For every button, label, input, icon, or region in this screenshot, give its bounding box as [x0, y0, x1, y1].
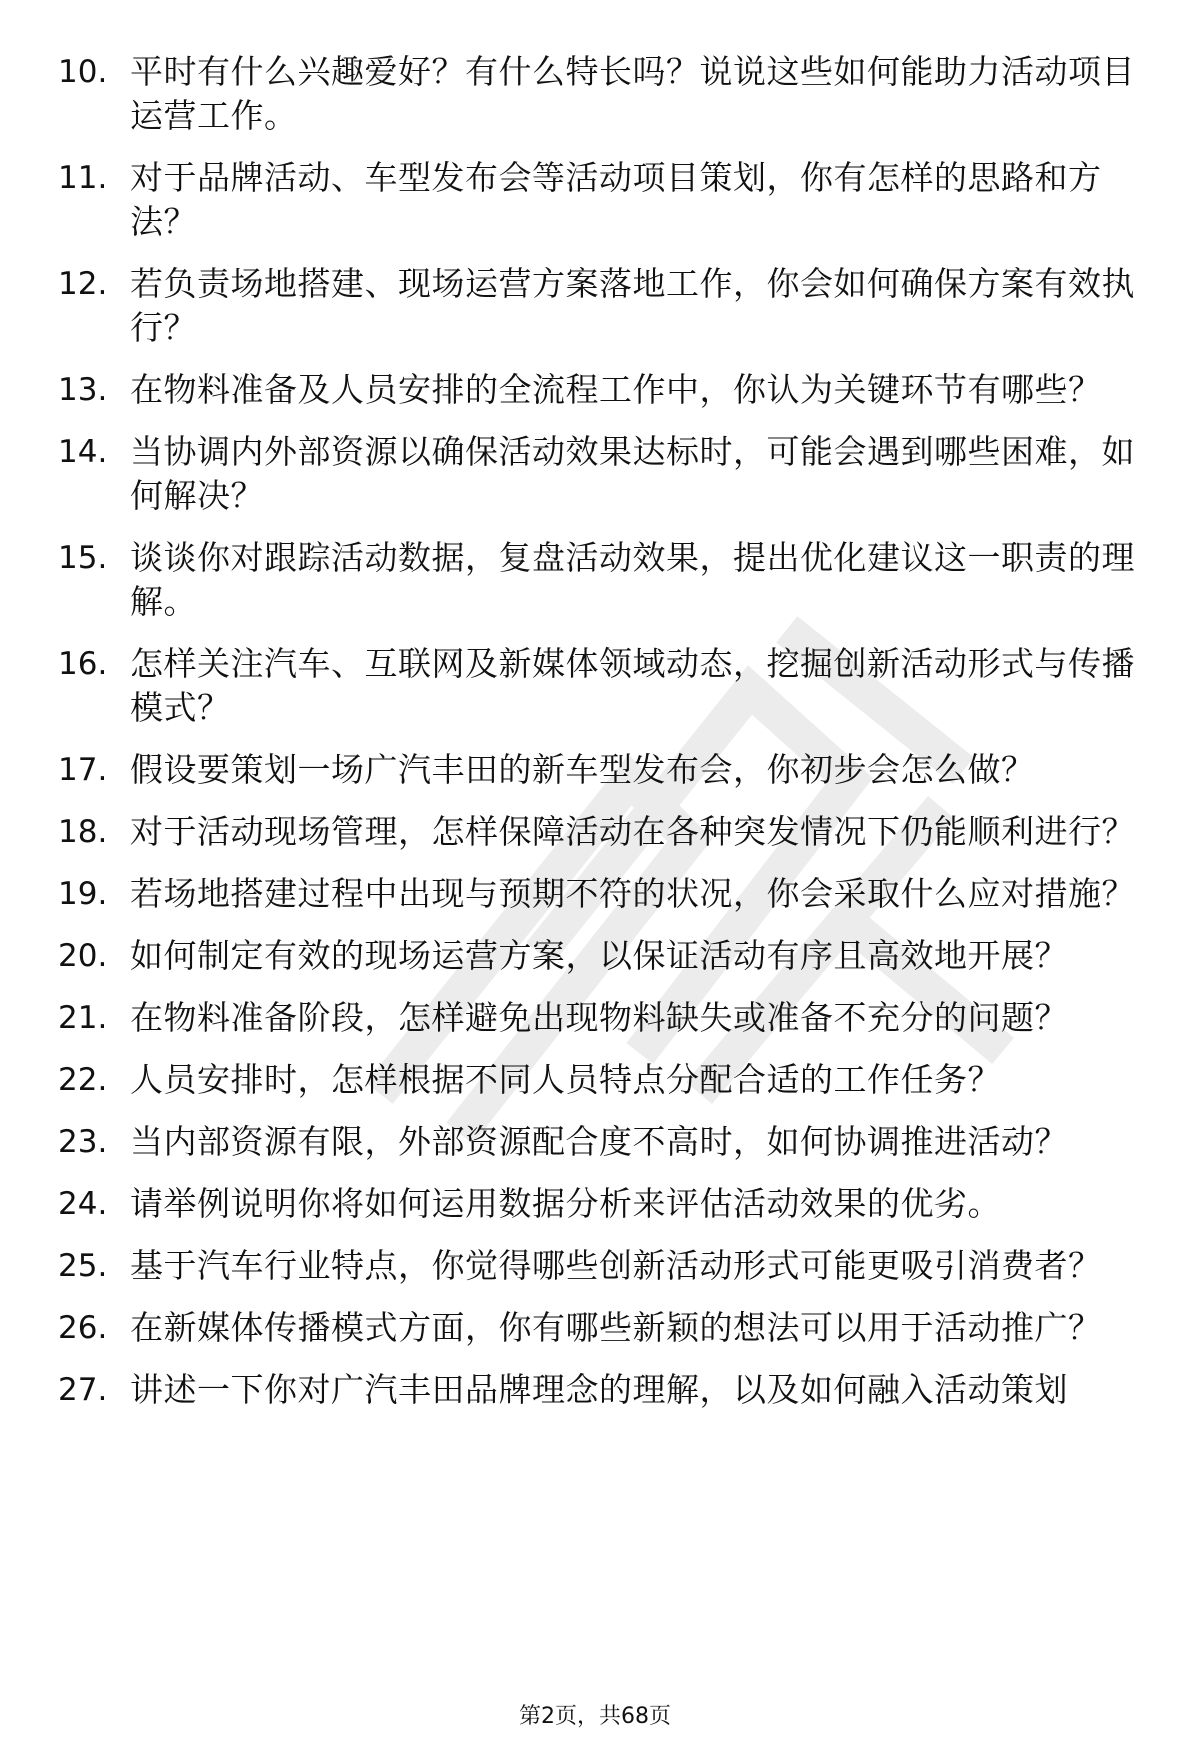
- question-text: 对于活动现场管理，怎样保障活动在各种突发情况下仍能顺利进行？: [130, 812, 1135, 851]
- question-text: 在物料准备及人员安排的全流程工作中，你认为关键环节有哪些？: [130, 370, 1102, 409]
- question-item: [58, 996, 1148, 1040]
- question-text: 假设要策划一场广汽丰田的新车型发布会，你初步会怎么做？: [130, 750, 1035, 789]
- page-footer: 第2页，共68页: [519, 1704, 671, 1729]
- question-item: [58, 536, 1148, 624]
- question-text: 讲述一下你对广汽丰田品牌理念的理解，以及如何融入活动策划: [130, 1370, 1068, 1409]
- question-list: [58, 50, 1148, 1430]
- question-item: [58, 1058, 1148, 1102]
- question-text: 怎样关注汽车、互联网及新媒体领域动态，挖掘创新活动形式与传播模式？: [130, 644, 1135, 727]
- question-item: [58, 368, 1148, 412]
- question-text: 请举例说明你将如何运用数据分析来评估活动效果的优劣。: [130, 1184, 1001, 1223]
- question-item: [58, 1244, 1148, 1288]
- question-text: 平时有什么兴趣爱好？有什么特长吗？说说这些如何能助力活动项目运营工作。: [130, 52, 1135, 135]
- question-text: 在物料准备阶段，怎样避免出现物料缺失或准备不充分的问题？: [130, 998, 1068, 1037]
- question-item: [58, 50, 1148, 138]
- question-item: [58, 262, 1148, 350]
- question-item: [58, 810, 1148, 854]
- question-text: 基于汽车行业特点，你觉得哪些创新活动形式可能更吸引消费者？: [130, 1246, 1102, 1285]
- question-text: 在新媒体传播模式方面，你有哪些新颖的想法可以用于活动推广？: [130, 1308, 1102, 1347]
- question-item: [58, 1120, 1148, 1164]
- question-item: [58, 1368, 1148, 1412]
- question-number: 16.: [58, 646, 108, 682]
- question-item: [58, 156, 1148, 244]
- question-item: [58, 1182, 1148, 1226]
- question-text: 人员安排时，怎样根据不同人员特点分配合适的工作任务？: [130, 1060, 1001, 1099]
- question-number: 15.: [58, 540, 108, 576]
- question-number: 20.: [58, 938, 108, 974]
- question-number: 12.: [58, 266, 108, 302]
- question-item: [58, 1306, 1148, 1350]
- question-number: 18.: [58, 814, 108, 850]
- question-item: [58, 748, 1148, 792]
- question-number: 25.: [58, 1248, 108, 1284]
- question-text: 如何制定有效的现场运营方案，以保证活动有序且高效地开展？: [130, 936, 1068, 975]
- question-item: [58, 934, 1148, 978]
- question-number: 19.: [58, 876, 108, 912]
- question-number: 10.: [58, 54, 108, 90]
- question-number: 23.: [58, 1124, 108, 1160]
- question-text: 对于品牌活动、车型发布会等活动项目策划，你有怎样的思路和方法？: [130, 158, 1102, 241]
- question-number: 14.: [58, 434, 108, 470]
- question-item: [58, 430, 1148, 518]
- question-number: 21.: [58, 1000, 108, 1036]
- question-number: 27.: [58, 1372, 108, 1408]
- question-number: 26.: [58, 1310, 108, 1346]
- question-text: 当内部资源有限，外部资源配合度不高时，如何协调推进活动？: [130, 1122, 1068, 1161]
- question-item: [58, 642, 1148, 730]
- question-number: 22.: [58, 1062, 108, 1098]
- question-number: 24.: [58, 1186, 108, 1222]
- question-number: 17.: [58, 752, 108, 788]
- question-text: 谈谈你对跟踪活动数据，复盘活动效果，提出优化建议这一职责的理解。: [130, 538, 1135, 621]
- question-text: 当协调内外部资源以确保活动效果达标时，可能会遇到哪些困难，如何解决？: [130, 432, 1135, 515]
- question-number: 13.: [58, 372, 108, 408]
- question-number: 11.: [58, 160, 108, 196]
- question-item: [58, 872, 1148, 916]
- question-text: 若负责场地搭建、现场运营方案落地工作，你会如何确保方案有效执行？: [130, 264, 1135, 347]
- question-text: 若场地搭建过程中出现与预期不符的状况，你会采取什么应对措施？: [130, 874, 1135, 913]
